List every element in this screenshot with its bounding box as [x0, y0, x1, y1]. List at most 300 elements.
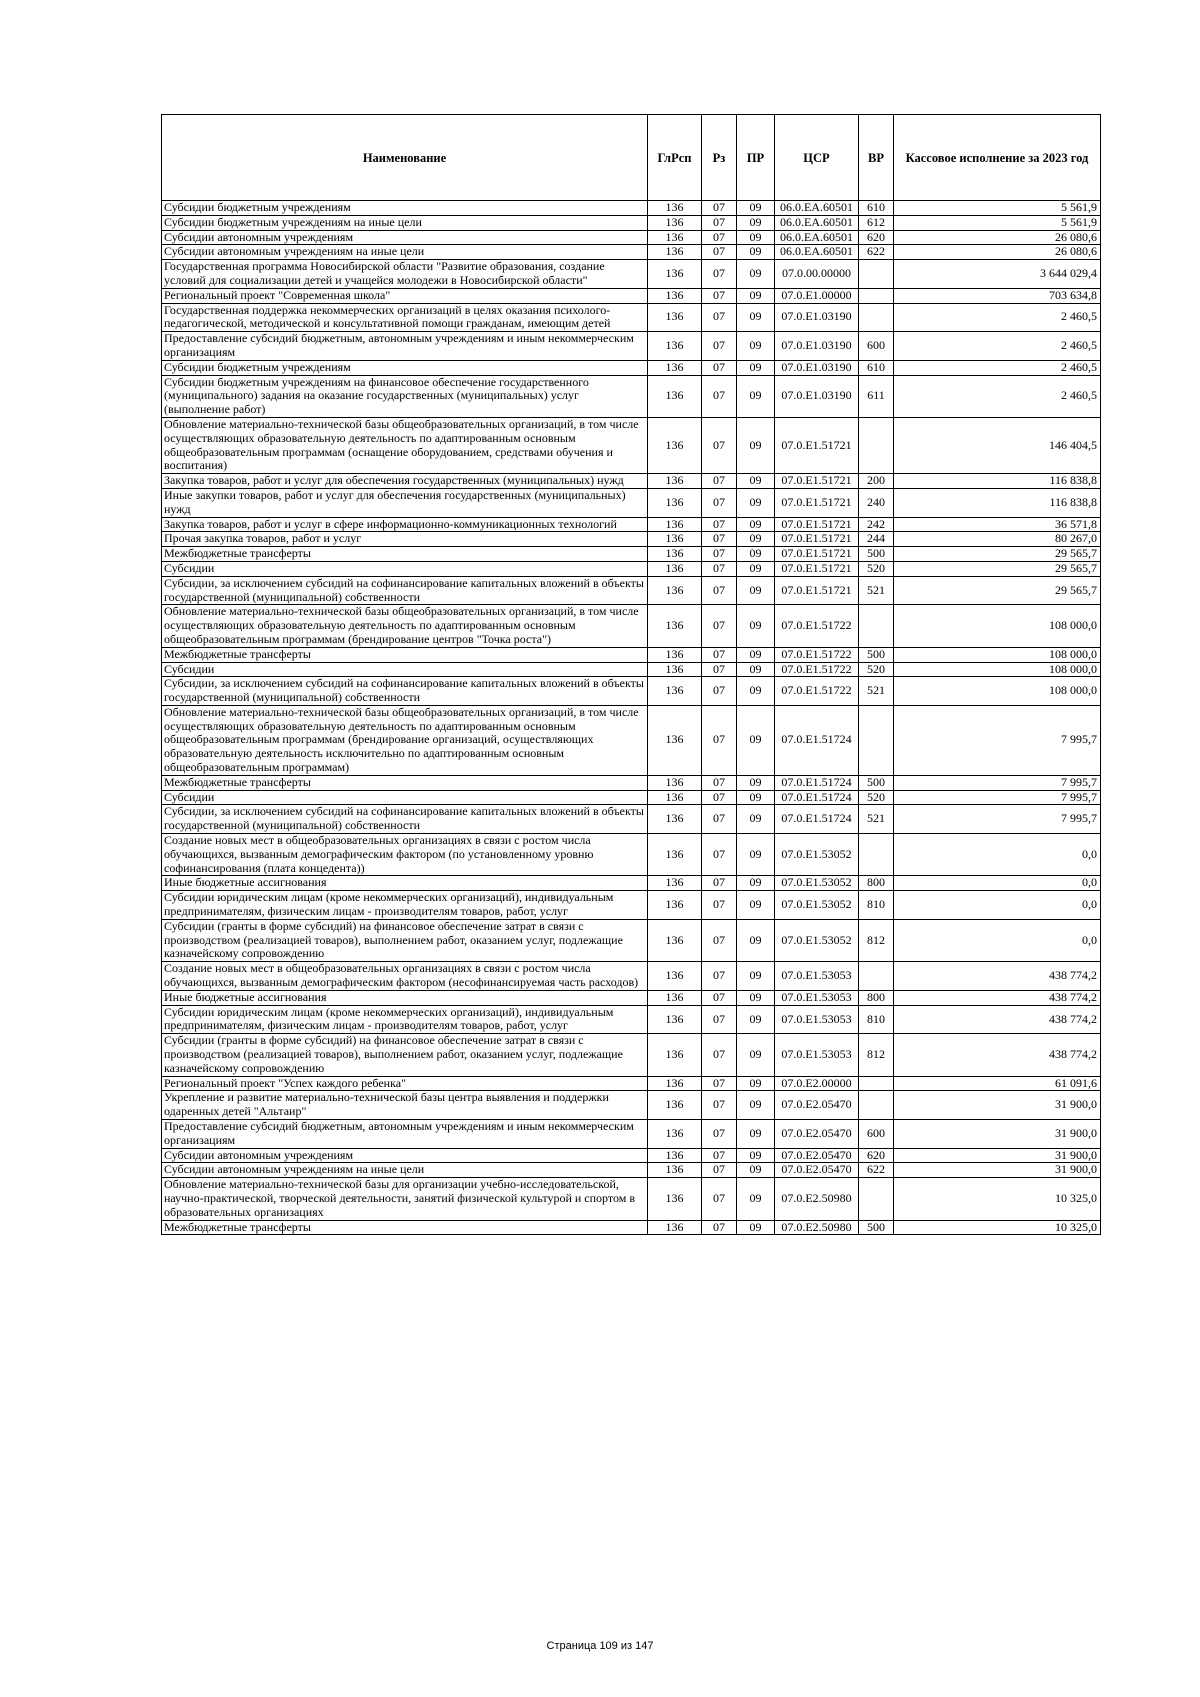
row-csr: 07.0.E1.53053 [775, 1005, 859, 1034]
row-vr: 500 [859, 647, 894, 662]
row-rz: 07 [702, 474, 737, 489]
row-vr [859, 260, 894, 289]
row-csr: 07.0.E1.51721 [775, 532, 859, 547]
row-rz: 07 [702, 790, 737, 805]
row-name: Межбюджетные трансферты [162, 647, 648, 662]
row-glrsp: 136 [648, 1076, 702, 1091]
row-rz: 07 [702, 1120, 737, 1149]
row-amount: 61 091,6 [894, 1076, 1101, 1091]
row-glrsp: 136 [648, 201, 702, 216]
row-pr: 09 [737, 647, 775, 662]
row-name: Субсидии юридическим лицам (кроме некоммерческих организаций), индивидуальным предпринимателям, физическим лицам - производителям товаров, работ, услуг [162, 891, 648, 920]
table-body [162, 201, 1101, 1235]
row-pr: 09 [737, 517, 775, 532]
table-row [162, 775, 1101, 790]
row-name: Государственная поддержка некоммерческих организаций в целях оказания психолого-педагогической, методической и консультативной помощи гражданам, имеющим детей [162, 303, 648, 332]
row-pr: 09 [737, 891, 775, 920]
row-pr: 09 [737, 532, 775, 547]
header-pr: ПР [737, 115, 775, 201]
row-glrsp: 136 [648, 775, 702, 790]
header-name: Наименование [162, 115, 648, 201]
table-row [162, 662, 1101, 677]
row-vr: 500 [859, 775, 894, 790]
row-glrsp: 136 [648, 1091, 702, 1120]
row-pr: 09 [737, 245, 775, 260]
row-vr: 812 [859, 919, 894, 961]
row-name: Обновление материально-технической базы общеобразовательных организаций, в том числе осуществляющих образовательную деятельность по адаптированным основным общеобразовательным программам (брендирование организаций, осуществляющих образовательную деятельность исключительно по адаптированным основным общеобразовательным программам) [162, 705, 648, 775]
row-name: Субсидии, за исключением субсидий на софинансирование капитальных вложений в объекты государственной (муниципальной) собственности [162, 805, 648, 834]
row-csr: 07.0.E1.53053 [775, 990, 859, 1005]
row-glrsp: 136 [648, 417, 702, 473]
row-amount: 10 325,0 [894, 1220, 1101, 1235]
row-glrsp: 136 [648, 1178, 702, 1220]
row-amount: 7 995,7 [894, 790, 1101, 805]
row-vr: 620 [859, 230, 894, 245]
row-amount: 29 565,7 [894, 561, 1101, 576]
row-rz: 07 [702, 360, 737, 375]
row-csr: 07.0.E1.51722 [775, 662, 859, 677]
row-csr: 07.0.E1.51722 [775, 647, 859, 662]
table-row [162, 360, 1101, 375]
row-glrsp: 136 [648, 547, 702, 562]
row-pr: 09 [737, 1005, 775, 1034]
row-pr: 09 [737, 260, 775, 289]
row-rz: 07 [702, 517, 737, 532]
table-row [162, 1178, 1101, 1220]
table-row [162, 990, 1101, 1005]
header-rz: Рз [702, 115, 737, 201]
table-row [162, 1091, 1101, 1120]
row-vr [859, 705, 894, 775]
row-pr: 09 [737, 332, 775, 361]
row-rz: 07 [702, 561, 737, 576]
row-rz: 07 [702, 1178, 737, 1220]
table-row [162, 790, 1101, 805]
header-amount: Кассовое исполнение за 2023 год [894, 115, 1101, 201]
row-name: Обновление материально-технической базы общеобразовательных организаций, в том числе осуществляющих образовательную деятельность по адаптированным основным общеобразовательным программам (оснащение оборудованием, средствами обучения и воспитания) [162, 417, 648, 473]
row-vr: 610 [859, 360, 894, 375]
row-pr: 09 [737, 561, 775, 576]
table-row [162, 488, 1101, 517]
row-glrsp: 136 [648, 288, 702, 303]
table-row [162, 705, 1101, 775]
table-row [162, 919, 1101, 961]
row-vr [859, 303, 894, 332]
row-rz: 07 [702, 1148, 737, 1163]
row-vr [859, 1178, 894, 1220]
row-amount: 80 267,0 [894, 532, 1101, 547]
table-row [162, 260, 1101, 289]
row-csr: 07.0.00.00000 [775, 260, 859, 289]
row-glrsp: 136 [648, 876, 702, 891]
row-amount: 0,0 [894, 834, 1101, 876]
row-vr: 610 [859, 201, 894, 216]
row-pr: 09 [737, 1163, 775, 1178]
row-rz: 07 [702, 1091, 737, 1120]
row-rz: 07 [702, 834, 737, 876]
row-name: Субсидии автономным учреждениям [162, 230, 648, 245]
row-vr: 612 [859, 215, 894, 230]
row-vr: 800 [859, 876, 894, 891]
row-pr: 09 [737, 303, 775, 332]
row-vr: 242 [859, 517, 894, 532]
row-name: Субсидии бюджетным учреждениям [162, 201, 648, 216]
row-csr: 07.0.E1.03190 [775, 375, 859, 417]
row-name: Закупка товаров, работ и услуг для обеспечения государственных (муниципальных) нужд [162, 474, 648, 489]
table-row [162, 303, 1101, 332]
row-vr [859, 605, 894, 647]
table-header-row [162, 115, 1101, 201]
table-row [162, 962, 1101, 991]
row-csr: 07.0.E1.00000 [775, 288, 859, 303]
table-row [162, 1034, 1101, 1076]
row-amount: 31 900,0 [894, 1120, 1101, 1149]
row-glrsp: 136 [648, 990, 702, 1005]
row-rz: 07 [702, 775, 737, 790]
row-amount: 0,0 [894, 891, 1101, 920]
row-name: Субсидии бюджетным учреждениям на иные цели [162, 215, 648, 230]
row-pr: 09 [737, 201, 775, 216]
row-amount: 26 080,6 [894, 245, 1101, 260]
row-glrsp: 136 [648, 1220, 702, 1235]
row-vr [859, 417, 894, 473]
table-row [162, 677, 1101, 706]
row-rz: 07 [702, 1076, 737, 1091]
row-csr: 07.0.E1.51721 [775, 547, 859, 562]
row-name: Субсидии, за исключением субсидий на софинансирование капитальных вложений в объекты государственной (муниципальной) собственности [162, 576, 648, 605]
row-amount: 29 565,7 [894, 576, 1101, 605]
row-vr: 810 [859, 891, 894, 920]
page-number: Страница 109 из 147 [546, 1640, 654, 1652]
row-rz: 07 [702, 990, 737, 1005]
table-row [162, 805, 1101, 834]
row-amount: 438 774,2 [894, 1034, 1101, 1076]
row-glrsp: 136 [648, 705, 702, 775]
row-vr [859, 834, 894, 876]
row-amount: 2 460,5 [894, 375, 1101, 417]
table-row [162, 891, 1101, 920]
row-amount: 3 644 029,4 [894, 260, 1101, 289]
table-row [162, 1005, 1101, 1034]
row-amount: 2 460,5 [894, 360, 1101, 375]
row-vr: 200 [859, 474, 894, 489]
row-name: Субсидии бюджетным учреждениям [162, 360, 648, 375]
row-name: Государственная программа Новосибирской области "Развитие образования, создание условий для социализации детей и учащейся молодежи в Новосибирской области" [162, 260, 648, 289]
row-name: Иные бюджетные ассигнования [162, 876, 648, 891]
row-glrsp: 136 [648, 919, 702, 961]
row-csr: 07.0.E1.53052 [775, 876, 859, 891]
row-name: Региональный проект "Успех каждого ребенка" [162, 1076, 648, 1091]
row-name: Региональный проект "Современная школа" [162, 288, 648, 303]
row-glrsp: 136 [648, 1005, 702, 1034]
row-vr: 244 [859, 532, 894, 547]
row-pr: 09 [737, 488, 775, 517]
row-pr: 09 [737, 990, 775, 1005]
row-rz: 07 [702, 547, 737, 562]
row-amount: 10 325,0 [894, 1178, 1101, 1220]
table-row [162, 1120, 1101, 1149]
row-csr: 07.0.E1.53052 [775, 891, 859, 920]
row-name: Субсидии [162, 662, 648, 677]
row-csr: 06.0.EA.60501 [775, 245, 859, 260]
row-amount: 5 561,9 [894, 201, 1101, 216]
row-pr: 09 [737, 1076, 775, 1091]
row-vr: 520 [859, 662, 894, 677]
row-name: Межбюджетные трансферты [162, 775, 648, 790]
row-name: Субсидии бюджетным учреждениям на финансовое обеспечение государственного (муниципального) задания на оказание государственных (муниципальных) услуг (выполнение работ) [162, 375, 648, 417]
row-rz: 07 [702, 891, 737, 920]
row-csr: 07.0.E1.51721 [775, 488, 859, 517]
row-csr: 06.0.EA.60501 [775, 201, 859, 216]
row-glrsp: 136 [648, 662, 702, 677]
row-glrsp: 136 [648, 561, 702, 576]
row-rz: 07 [702, 647, 737, 662]
row-amount: 5 561,9 [894, 215, 1101, 230]
row-name: Обновление материально-технической базы для организации учебно-исследовательской, научно-практической, творческой деятельности, занятий физической культурой и спортом в образовательных организациях [162, 1178, 648, 1220]
row-pr: 09 [737, 576, 775, 605]
row-name: Субсидии (гранты в форме субсидий) на финансовое обеспечение затрат в связи с производством (реализацией товаров), выполнением работ, оказанием услуг, подлежащие казначейскому сопровождению [162, 919, 648, 961]
row-amount: 7 995,7 [894, 775, 1101, 790]
row-csr: 07.0.E1.03190 [775, 360, 859, 375]
row-rz: 07 [702, 201, 737, 216]
row-csr: 07.0.E1.53052 [775, 919, 859, 961]
row-amount: 108 000,0 [894, 647, 1101, 662]
row-pr: 09 [737, 375, 775, 417]
row-pr: 09 [737, 662, 775, 677]
row-csr: 07.0.E1.51721 [775, 417, 859, 473]
row-rz: 07 [702, 417, 737, 473]
header-csr: ЦСР [775, 115, 859, 201]
table-row [162, 532, 1101, 547]
row-glrsp: 136 [648, 605, 702, 647]
header-glrsp: ГлРсп [648, 115, 702, 201]
table-row [162, 547, 1101, 562]
row-pr: 09 [737, 677, 775, 706]
row-csr: 07.0.E1.51724 [775, 775, 859, 790]
row-vr: 620 [859, 1148, 894, 1163]
row-glrsp: 136 [648, 375, 702, 417]
row-amount: 0,0 [894, 919, 1101, 961]
row-rz: 07 [702, 876, 737, 891]
row-vr [859, 962, 894, 991]
row-glrsp: 136 [648, 474, 702, 489]
row-pr: 09 [737, 215, 775, 230]
row-amount: 31 900,0 [894, 1163, 1101, 1178]
row-pr: 09 [737, 547, 775, 562]
row-rz: 07 [702, 532, 737, 547]
row-glrsp: 136 [648, 1034, 702, 1076]
header-vr: ВР [859, 115, 894, 201]
row-glrsp: 136 [648, 677, 702, 706]
row-pr: 09 [737, 288, 775, 303]
row-vr: 500 [859, 1220, 894, 1235]
row-pr: 09 [737, 360, 775, 375]
row-vr [859, 1091, 894, 1120]
table-row [162, 876, 1101, 891]
row-rz: 07 [702, 245, 737, 260]
row-rz: 07 [702, 576, 737, 605]
row-pr: 09 [737, 474, 775, 489]
row-vr: 521 [859, 576, 894, 605]
row-csr: 07.0.E2.50980 [775, 1220, 859, 1235]
row-csr: 07.0.E1.03190 [775, 303, 859, 332]
table-row [162, 201, 1101, 216]
row-rz: 07 [702, 662, 737, 677]
row-rz: 07 [702, 1034, 737, 1076]
row-vr: 520 [859, 561, 894, 576]
row-amount: 26 080,6 [894, 230, 1101, 245]
row-vr: 622 [859, 245, 894, 260]
row-rz: 07 [702, 375, 737, 417]
row-pr: 09 [737, 919, 775, 961]
row-csr: 07.0.E2.00000 [775, 1076, 859, 1091]
row-rz: 07 [702, 488, 737, 517]
row-csr: 07.0.E2.05470 [775, 1148, 859, 1163]
row-csr: 07.0.E1.53052 [775, 834, 859, 876]
row-glrsp: 136 [648, 360, 702, 375]
row-glrsp: 136 [648, 230, 702, 245]
row-amount: 116 838,8 [894, 488, 1101, 517]
row-rz: 07 [702, 677, 737, 706]
row-vr: 810 [859, 1005, 894, 1034]
row-rz: 07 [702, 1220, 737, 1235]
row-csr: 06.0.EA.60501 [775, 215, 859, 230]
table-row [162, 1148, 1101, 1163]
row-csr: 07.0.E2.05470 [775, 1120, 859, 1149]
row-rz: 07 [702, 1005, 737, 1034]
row-csr: 07.0.E2.50980 [775, 1178, 859, 1220]
row-pr: 09 [737, 1148, 775, 1163]
table-row [162, 576, 1101, 605]
row-name: Субсидии автономным учреждениям [162, 1148, 648, 1163]
row-amount: 108 000,0 [894, 662, 1101, 677]
row-vr: 521 [859, 805, 894, 834]
row-name: Обновление материально-технической базы общеобразовательных организаций, в том числе осуществляющих образовательную деятельность по адаптированным основным общеобразовательным программам (брендирование центров "Точка роста") [162, 605, 648, 647]
row-vr: 500 [859, 547, 894, 562]
table-row [162, 605, 1101, 647]
table-row [162, 288, 1101, 303]
row-rz: 07 [702, 962, 737, 991]
row-amount: 7 995,7 [894, 805, 1101, 834]
row-glrsp: 136 [648, 245, 702, 260]
row-csr: 07.0.E1.51721 [775, 561, 859, 576]
row-vr: 622 [859, 1163, 894, 1178]
row-rz: 07 [702, 919, 737, 961]
row-pr: 09 [737, 705, 775, 775]
table-row [162, 474, 1101, 489]
row-rz: 07 [702, 605, 737, 647]
row-csr: 07.0.E1.53053 [775, 1034, 859, 1076]
row-glrsp: 136 [648, 790, 702, 805]
row-amount: 7 995,7 [894, 705, 1101, 775]
row-rz: 07 [702, 303, 737, 332]
row-pr: 09 [737, 1220, 775, 1235]
row-vr: 812 [859, 1034, 894, 1076]
row-name: Укрепление и развитие материально-технической базы центра выявления и поддержки одаренных детей "Альтаир" [162, 1091, 648, 1120]
table-row [162, 332, 1101, 361]
row-rz: 07 [702, 215, 737, 230]
row-csr: 07.0.E1.53053 [775, 962, 859, 991]
table-row [162, 561, 1101, 576]
row-vr: 600 [859, 1120, 894, 1149]
table-row [162, 834, 1101, 876]
row-vr: 520 [859, 790, 894, 805]
row-amount: 438 774,2 [894, 962, 1101, 991]
row-name: Закупка товаров, работ и услуг в сфере информационно-коммуникационных технологий [162, 517, 648, 532]
row-csr: 07.0.E2.05470 [775, 1091, 859, 1120]
row-rz: 07 [702, 288, 737, 303]
row-rz: 07 [702, 332, 737, 361]
table-row [162, 1220, 1101, 1235]
row-glrsp: 136 [648, 576, 702, 605]
row-pr: 09 [737, 775, 775, 790]
row-name: Иные закупки товаров, работ и услуг для обеспечения государственных (муниципальных) нужд [162, 488, 648, 517]
row-amount: 2 460,5 [894, 332, 1101, 361]
row-pr: 09 [737, 1034, 775, 1076]
row-name: Субсидии [162, 790, 648, 805]
row-csr: 07.0.E1.51722 [775, 677, 859, 706]
table-row [162, 245, 1101, 260]
budget-table [161, 114, 1101, 1235]
row-csr: 07.0.E1.51724 [775, 705, 859, 775]
row-glrsp: 136 [648, 1120, 702, 1149]
table-row [162, 230, 1101, 245]
row-csr: 06.0.EA.60501 [775, 230, 859, 245]
table-row [162, 647, 1101, 662]
row-name: Субсидии, за исключением субсидий на софинансирование капитальных вложений в объекты государственной (муниципальной) собственности [162, 677, 648, 706]
row-glrsp: 136 [648, 260, 702, 289]
row-amount: 108 000,0 [894, 605, 1101, 647]
row-pr: 09 [737, 230, 775, 245]
row-name: Предоставление субсидий бюджетным, автономным учреждениям и иным некоммерческим организациям [162, 1120, 648, 1149]
row-rz: 07 [702, 805, 737, 834]
row-csr: 07.0.E1.51721 [775, 576, 859, 605]
table-row [162, 417, 1101, 473]
row-amount: 29 565,7 [894, 547, 1101, 562]
row-csr: 07.0.E1.51724 [775, 790, 859, 805]
table-row [162, 517, 1101, 532]
row-name: Создание новых мест в общеобразовательных организациях в связи с ростом числа обучающихся, вызванным демографическим фактором (по установленному уровню софинансирования (плата концедента)) [162, 834, 648, 876]
row-pr: 09 [737, 417, 775, 473]
row-pr: 09 [737, 1120, 775, 1149]
row-name: Субсидии (гранты в форме субсидий) на финансовое обеспечение затрат в связи с производством (реализацией товаров), выполнением работ, оказанием услуг, подлежащие казначейскому сопровождению [162, 1034, 648, 1076]
row-amount: 703 634,8 [894, 288, 1101, 303]
row-csr: 07.0.E1.51721 [775, 517, 859, 532]
row-glrsp: 136 [648, 962, 702, 991]
row-amount: 108 000,0 [894, 677, 1101, 706]
row-csr: 07.0.E1.51724 [775, 805, 859, 834]
row-glrsp: 136 [648, 891, 702, 920]
row-glrsp: 136 [648, 332, 702, 361]
row-name: Создание новых мест в общеобразовательных организациях в связи с ростом числа обучающихся, вызванным демографическим фактором (несофинансируемая часть расходов) [162, 962, 648, 991]
row-amount: 116 838,8 [894, 474, 1101, 489]
row-rz: 07 [702, 260, 737, 289]
row-glrsp: 136 [648, 532, 702, 547]
row-amount: 438 774,2 [894, 990, 1101, 1005]
row-vr: 600 [859, 332, 894, 361]
table-row [162, 1076, 1101, 1091]
row-rz: 07 [702, 1163, 737, 1178]
row-vr [859, 1076, 894, 1091]
row-vr [859, 288, 894, 303]
row-vr: 611 [859, 375, 894, 417]
row-amount: 36 571,8 [894, 517, 1101, 532]
row-name: Прочая закупка товаров, работ и услуг [162, 532, 648, 547]
row-name: Субсидии [162, 561, 648, 576]
row-csr: 07.0.E1.51721 [775, 474, 859, 489]
row-glrsp: 136 [648, 647, 702, 662]
row-amount: 31 900,0 [894, 1148, 1101, 1163]
